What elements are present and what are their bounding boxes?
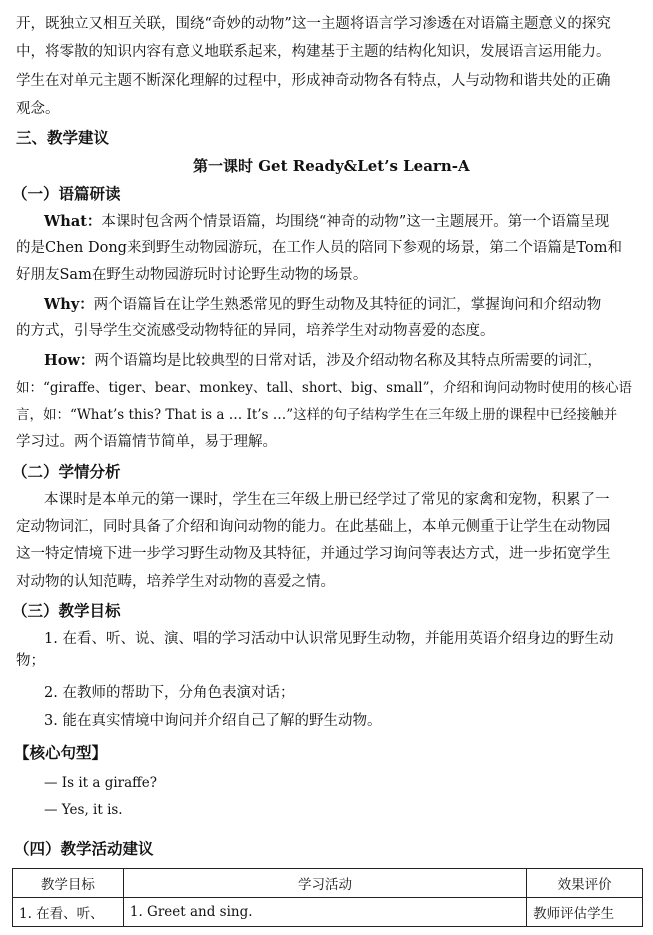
why-label: Why：	[44, 296, 94, 313]
why-line-1	[44, 295, 601, 315]
table-header-cell: 学习活动	[123, 869, 526, 898]
how-line-2: 如：“giraffe、tiger、bear、monkey、tall、short、big、small”，介绍和询问动物时使用的核心语	[16, 380, 632, 396]
what-line-1	[44, 212, 609, 232]
intro-line-1: 开，既独立又相互关联，围绕“奇妙的动物”这一主题将语言学习渗透在对语篇主题意义的探究	[16, 16, 611, 32]
core-sentences-heading: 【核心句型】	[14, 744, 108, 762]
table-row	[13, 898, 643, 927]
how-text-1: 两个语篇均是比较典型的日常对话，涉及介绍动物名称及其特点所需要的词汇，	[94, 353, 602, 369]
goal-1-line-1: 1. 在看、听、说、演、唱的学习活动中认识常见野生动物，并能用英语介绍身边的野生动	[44, 631, 614, 647]
core-question: — Is it a giraffe?	[44, 775, 157, 791]
intro-line-2: 中，将零散的知识内容有意义地联系起来，构建基于主题的结构化知识，发展语言运用能力。	[16, 44, 611, 60]
lesson-title: 第一课时 Get Ready&Let’s Learn-A	[193, 157, 470, 175]
intro-line-3: 学生在对单元主题不断深化理解的过程中，形成神奇动物各有特点，人与动物和谐共处的正确	[16, 73, 611, 89]
part2-line-4: 对动物的认知范畴，培养学生对动物的喜爱之情。	[16, 574, 335, 590]
goal-1-line-2: 物；	[16, 653, 45, 669]
part2-line-3: 这一特定情境下进一步学习野生动物及其特征，并通过学习询问等表达方式，进一步拓宽学生	[16, 546, 611, 562]
how-line-4: 学习过。两个语篇情节简单，易于理解。	[16, 434, 277, 450]
what-line-2: 的是Chen Dong来到野生动物园游玩，在工作人员的陪同下参观的场景，第二个语篇是Tom和	[16, 240, 622, 256]
part4-heading: （四）教学活动建议	[14, 840, 154, 858]
what-label: What：	[44, 213, 102, 230]
table-header-cell: 效果评价	[527, 869, 643, 898]
part2-line-2: 定动物词汇，同时具备了介绍和询问动物的能力。在此基础上，本单元侧重于让学生在动物园	[16, 519, 611, 535]
part2-line-1: 本课时是本单元的第一课时，学生在三年级上册已经学过了常见的家禽和宠物，积累了一	[44, 492, 610, 508]
activity-table	[12, 868, 643, 927]
section-heading-teaching-suggestions: 三、教学建议	[16, 129, 110, 147]
what-line-3: 好朋友Sam在野生动物园游玩时讨论野生动物的场景。	[16, 267, 368, 283]
how-line-1	[44, 351, 602, 371]
how-label: How：	[44, 352, 95, 369]
why-line-2: 的方式，引导学生交流感受动物特征的异同，培养学生对动物喜爱的态度。	[16, 323, 495, 339]
part1-heading: （一）语篇研读	[12, 185, 121, 203]
core-answer: — Yes, it is.	[44, 802, 123, 818]
table-cell: 1. Greet and sing.	[123, 898, 526, 927]
goal-3: 3. 能在真实情境中询问并介绍自己了解的野生动物。	[44, 713, 382, 729]
table-cell: 教师评估学生	[527, 898, 643, 927]
goal-2: 2. 在教师的帮助下，分角色表演对话；	[44, 685, 295, 701]
part3-heading: （三）教学目标	[12, 602, 121, 620]
part2-heading: （二）学情分析	[12, 463, 121, 481]
intro-line-4: 观念。	[16, 101, 60, 117]
why-text-1: 两个语篇旨在让学生熟悉常见的野生动物及其特征的词汇，掌握询问和介绍动物	[93, 297, 602, 313]
table-header-cell: 教学目标	[13, 869, 124, 898]
how-line-3: 言，如：“What’s this? That is a … It’s …”这样的句子结构学生在三年级上册的课程中已经接触并	[16, 407, 618, 423]
table-cell: 1. 在看、听、	[13, 898, 124, 927]
what-text-1: 本课时包含两个情景语篇，均围绕“神奇的动物”这一主题展开。第一个语篇呈现	[101, 214, 610, 230]
table-header-row	[13, 869, 643, 898]
